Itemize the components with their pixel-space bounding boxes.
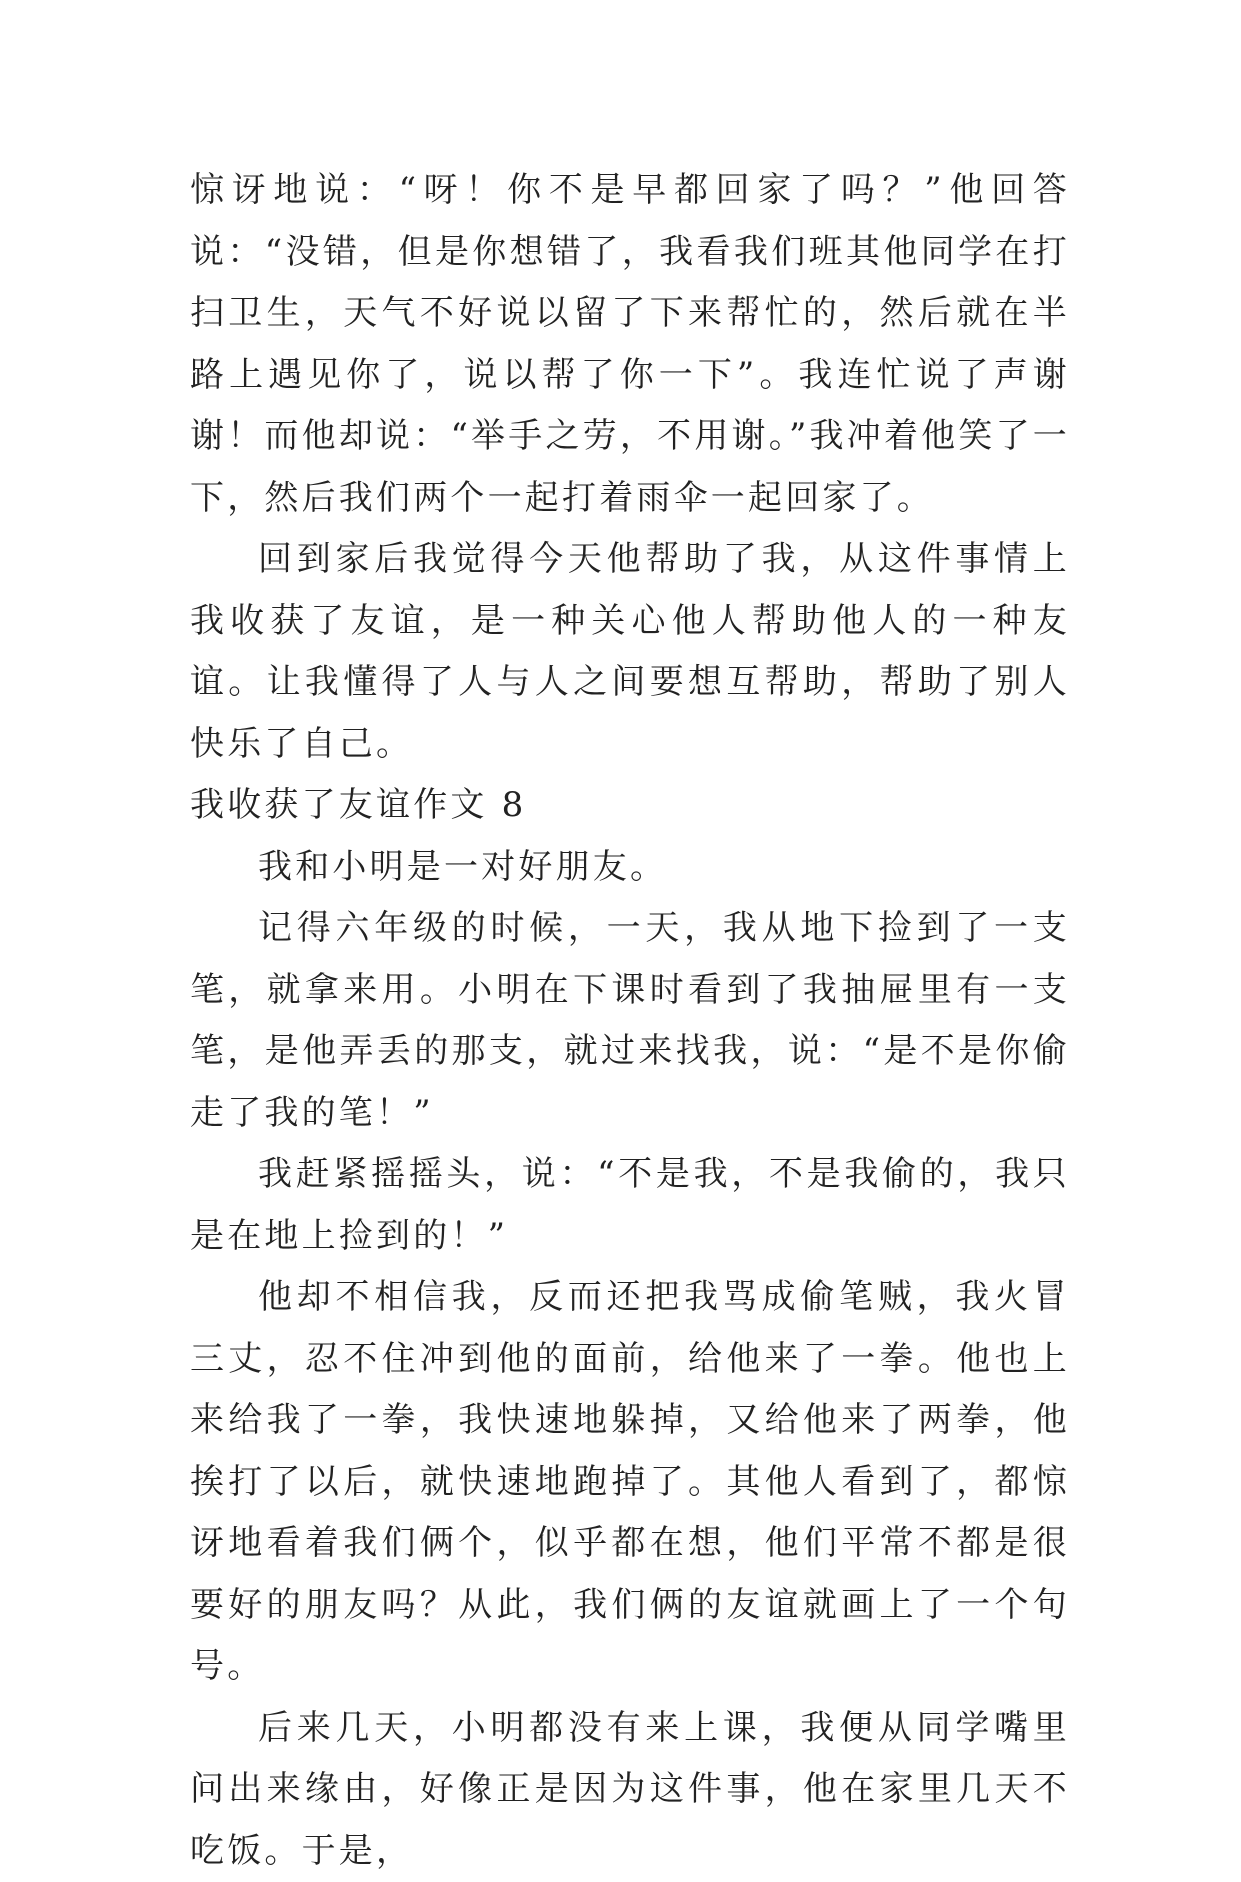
paragraph: 我赶紧摇摇头，说：“不是我，不是我偷的，我只是在地上捡到的！” xyxy=(190,1144,1070,1267)
paragraph: 他却不相信我，反而还把我骂成偷笔贼，我火冒三丈，忍不住冲到他的面前，给他来了一拳。他也上来给我了一拳，我快速地躲掉，又给他来了两拳，他挨打了以后，就快速地跑掉了。其他人看到了，都惊讶地看着我们俩个，似乎都在想，他们平常不都是很要好的朋友吗？从此，我们俩的友谊就画上了一个句号。 xyxy=(190,1267,1070,1698)
paragraph: 回到家后我觉得今天他帮助了我，从这件事情上我收获了友谊，是一种关心他人帮助他人的一种友谊。让我懂得了人与人之间要想互帮助，帮助了别人快乐了自己。 xyxy=(190,529,1070,775)
document-body xyxy=(190,160,1070,1882)
paragraph: 我和小明是一对好朋友。 xyxy=(190,837,1070,899)
paragraph: 惊讶地说：“呀！你不是早都回家了吗？”他回答说：“没错，但是你想错了，我看我们班其他同学在打扫卫生，天气不好说以留了下来帮忙的，然后就在半路上遇见你了，说以帮了你一下”。我连忙说了声谢谢！而他却说：“举手之劳，不用谢。”我冲着他笑了一下，然后我们两个一起打着雨伞一起回家了。 xyxy=(190,160,1070,529)
paragraph: 后来几天，小明都没有来上课，我便从同学嘴里问出来缘由，好像正是因为这件事，他在家里几天不吃饭。于是， xyxy=(190,1698,1070,1882)
section-title: 我收获了友谊作文 8 xyxy=(190,775,1070,837)
paragraph: 记得六年级的时候，一天，我从地下捡到了一支笔，就拿来用。小明在下课时看到了我抽屉里有一支笔，是他弄丢的那支，就过来找我，说：“是不是你偷走了我的笔！” xyxy=(190,898,1070,1144)
